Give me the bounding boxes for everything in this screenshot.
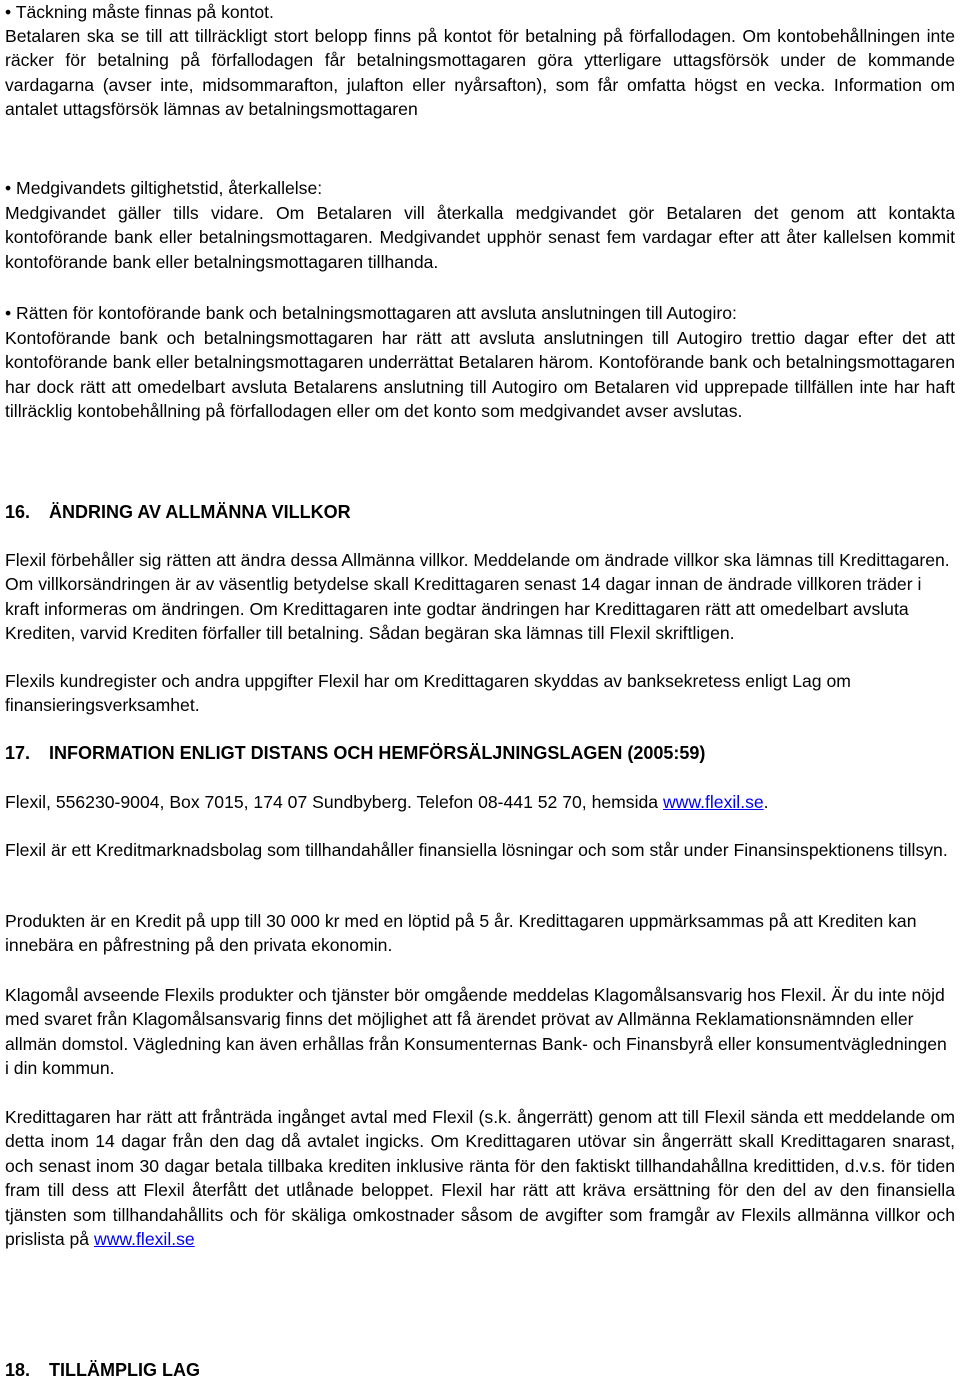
paragraph-kundregister: Flexils kundregister och andra uppgifter Flexil har om Kredittagaren skyddas av banksekretess enligt Lag om finansieringsverksamhet. bbox=[5, 671, 851, 716]
section-18-title: TILLÄMPLIG LAG bbox=[49, 1360, 200, 1380]
section-18-number: 18. bbox=[5, 1360, 31, 1380]
bullet-medgivandets-giltighetstid: • Medgivandets giltighetstid, återkallelse: bbox=[5, 178, 323, 198]
paragraph-angerratt bbox=[5, 1105, 955, 1251]
section-17-heading bbox=[5, 741, 955, 765]
paragraph-klagomal: Klagomål avseende Flexils produkter och tjänster bör omgående meddelas Klagomålsansvarig hos Flexil. Är du inte nöjd med svaret från Klagomålsansvarig finns det möjlighet att få ärendet prövat av Allmänna Reklamationsnämnden eller allmän domstol. Vägledning kan även erhållas från Konsumenternas Bank- och Finansbyrå eller konsumentvägledningen i din kommun. bbox=[5, 985, 947, 1079]
section-17-title: INFORMATION ENLIGT DISTANS OCH HEMFÖRSÄLJNINGSLAGEN (2005:59) bbox=[49, 743, 706, 763]
paragraph-kreditmarknadsbolag: Flexil är ett Kreditmarknadsbolag som tillhandahåller finansiella lösningar och som står under Finansinspektionens tillsyn. bbox=[5, 840, 948, 860]
paragraph-uttagsforsok: Betalaren ska se till att tillräckligt stort belopp finns på kontot för betalning på förfallodagen. Om kontobehållningen inte räcker för betalning på förfallodagen får betalningsmottagaren göra ytterligare uttagsförsök under de kommande vardagarna (avser inte, midsommarafton, julafton eller nyårsafton), som får omfatta högst en vecka. Information om antalet uttagsförsök lämnas av betalningsmottagaren bbox=[5, 26, 955, 120]
angerratt-text: Kredittagaren har rätt att frånträda ingånget avtal med Flexil (s.k. ångerrätt) genom att till Flexil sända ett meddelande om detta inom 14 dagar från den dag då avtalet ingicks. Om Kredittagaren utövar sin ångerrätt skall Kredittagaren snarast, och senast inom 30 dagar betala tillbaka krediten inklusive ränta för den faktiskt tillhandahållna kredittiden, d.v.s. för tiden fram till dess att Flexil återfått det utlånade beloppet. Flexil har rätt att kräva ersättning för den del av den finansiella tjänsten som tillhandahållits och för skäliga omkostnader såsom de avgifter som framgår av Flexils allmänna villkor och prislista på bbox=[5, 1107, 955, 1250]
section-16-number: 16. bbox=[5, 502, 31, 522]
paragraph-kontaktuppgifter bbox=[5, 790, 955, 814]
contact-text: Flexil, 556230-9004, Box 7015, 174 07 Sundbyberg. Telefon 08-441 52 70, hemsida bbox=[5, 792, 663, 812]
contact-period: . bbox=[763, 792, 769, 812]
bullet-ratten-att-avsluta: • Rätten för kontoförande bank och betalningsmottagaren att avsluta anslutningen till Autogiro: bbox=[5, 303, 737, 323]
bullet-tackning: • Täckning måste finnas på kontot. bbox=[5, 2, 274, 22]
website-link[interactable]: www.flexil.se bbox=[662, 792, 764, 812]
website-link-prislista[interactable]: www.flexil.se bbox=[94, 1229, 195, 1250]
section-17-number: 17. bbox=[5, 743, 31, 763]
section-16-title: ÄNDRING AV ALLMÄNNA VILLKOR bbox=[49, 502, 351, 522]
section-16-heading bbox=[5, 500, 955, 524]
paragraph-andring-villkor: Flexil förbehåller sig rätten att ändra dessa Allmänna villkor. Meddelande om ändrade villkor ska lämnas till Kredittagaren. Om villkorsändringen är av väsentlig betydelse skall Kredittagaren senast 14 dagar innan de ändrade villkoren träder i kraft informeras om ändringen. Om Kredittagaren inte godtar ändringen har Kredittagaren rätt att omedelbart avsluta Krediten, varvid Krediten förfaller till betalning. Sådan begäran ska lämnas till Flexil skriftligen. bbox=[5, 550, 950, 644]
paragraph-medgivandet: Medgivandet gäller tills vidare. Om Betalaren vill återkalla medgivandet gör Betalaren det genom att kontakta kontoförande bank eller betalningsmottagaren. Medgivandet upphör senast fem vardagar efter att åter kallelsen kommit kontoförande bank eller betalningsmottagaren tillhanda. bbox=[5, 203, 955, 272]
section-18-heading bbox=[5, 1358, 955, 1382]
paragraph-ratten-att-avsluta: Kontoförande bank och betalningsmottagaren har rätt att avsluta anslutningen till Autogiro trettio dagar efter det att kontoförande bank eller betalningsmottagaren underrättat Betalaren härom. Kontoförande bank och betalningsmottagaren har dock rätt att omedelbart avsluta Betalarens anslutning till Autogiro om Betalaren vid upprepade tillfällen inte har haft tillräcklig kontobehållning på förfallodagen eller om det konto som medgivandet avser avslutas. bbox=[5, 328, 955, 422]
paragraph-produkten: Produkten är en Kredit på upp till 30 000 kr med en löptid på 5 år. Kredittagaren uppmärksammas på att Krediten kan innebära en påfrestning på den privata ekonomin. bbox=[5, 911, 917, 956]
